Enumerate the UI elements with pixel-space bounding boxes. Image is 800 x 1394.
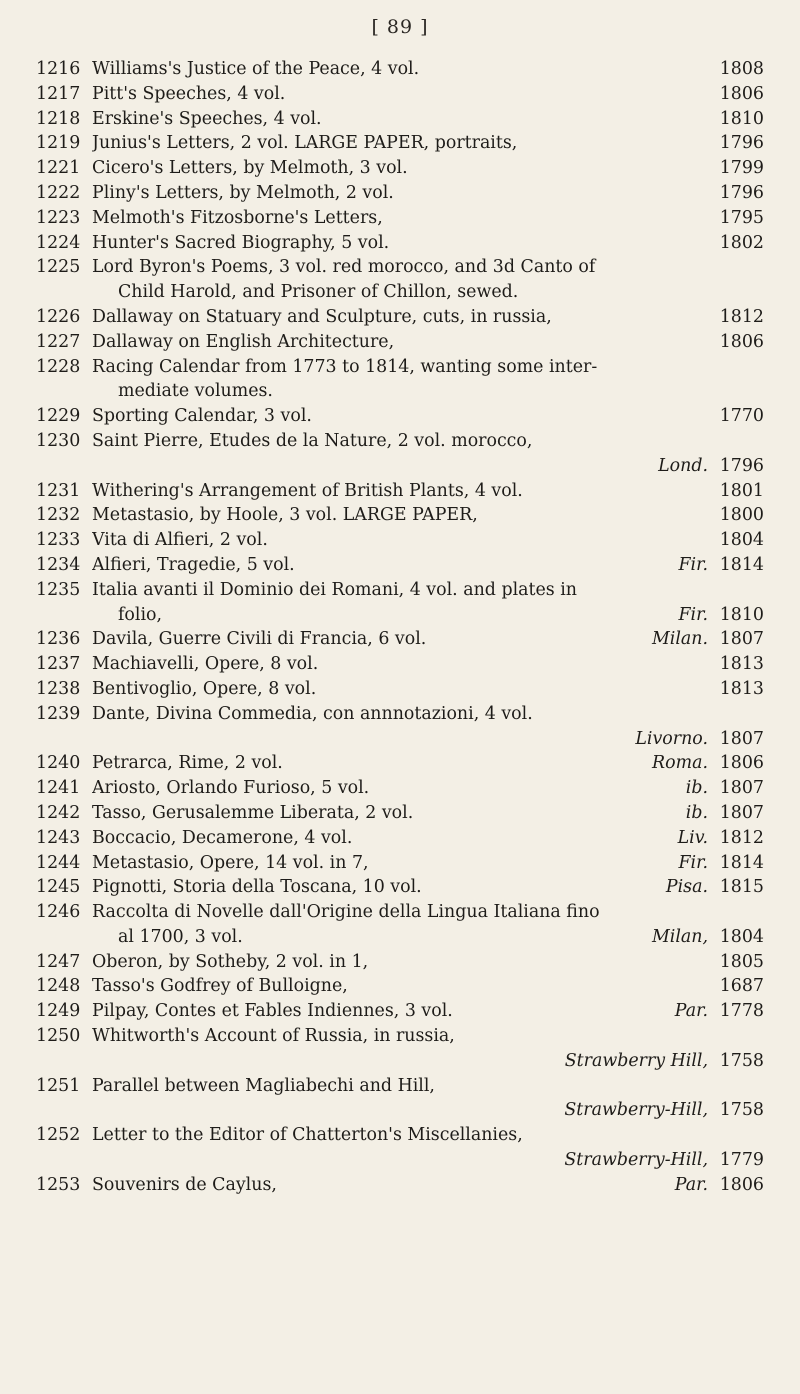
lot-year: 1758 bbox=[719, 1100, 764, 1121]
lot-title: Junius's Letters, 2 vol. LARGE PAPER, portraits, bbox=[92, 133, 518, 154]
lot-title: Hunter's Sacred Biography, 5 vol. bbox=[92, 232, 390, 253]
lot-year: 1805 bbox=[719, 951, 764, 972]
lot-year: 1806 bbox=[719, 753, 764, 774]
lot-place: Fir. bbox=[678, 554, 708, 575]
lot-number: 1232 bbox=[36, 505, 81, 526]
lot-number: 1249 bbox=[36, 1001, 81, 1022]
catalog-entry bbox=[0, 231, 800, 256]
lot-title: Boccacio, Decamerone, 4 vol. bbox=[92, 827, 353, 848]
lot-title: Pilpay, Contes et Fables Indiennes, 3 vol. bbox=[92, 1001, 453, 1022]
lot-year: 1807 bbox=[719, 802, 764, 823]
catalog-entry bbox=[0, 1123, 800, 1148]
lot-place: Milan. bbox=[651, 629, 708, 650]
lot-year: 1804 bbox=[719, 926, 764, 947]
lot-title: mediate volumes. bbox=[118, 381, 273, 402]
lot-number: 1244 bbox=[36, 852, 81, 873]
lot-year: 1813 bbox=[719, 654, 764, 675]
lot-title: Machiavelli, Opere, 8 vol. bbox=[92, 654, 319, 675]
catalog-entry bbox=[0, 280, 800, 305]
lot-number: 1224 bbox=[36, 232, 81, 253]
lot-title: Tasso, Gerusalemme Liberata, 2 vol. bbox=[92, 802, 414, 823]
lot-title: Dallaway on English Architecture, bbox=[92, 331, 395, 352]
catalog-list bbox=[0, 57, 800, 1198]
lot-number: 1237 bbox=[36, 654, 81, 675]
catalog-entry bbox=[0, 826, 800, 851]
catalog-entry bbox=[0, 1049, 800, 1074]
catalog-entry bbox=[0, 727, 800, 752]
lot-year: 1810 bbox=[719, 604, 764, 625]
catalog-entry bbox=[0, 181, 800, 206]
lot-number: 1248 bbox=[36, 976, 81, 997]
lot-place: Liv. bbox=[677, 827, 708, 848]
lot-title: Racing Calendar from 1773 to 1814, wanting some inter- bbox=[92, 356, 598, 377]
lot-number: 1227 bbox=[36, 331, 81, 352]
lot-year: 1808 bbox=[719, 59, 764, 79]
lot-title: Tasso's Godfrey of Bulloigne, bbox=[92, 976, 348, 997]
catalog-entry bbox=[0, 379, 800, 404]
lot-year: 1807 bbox=[719, 629, 764, 650]
lot-title: Letter to the Editor of Chatterton's Miscellanies, bbox=[92, 1125, 523, 1146]
lot-place: ib. bbox=[685, 802, 708, 823]
lot-year: 1812 bbox=[719, 827, 764, 848]
lot-place: Livorno. bbox=[635, 728, 708, 749]
lot-number: 1221 bbox=[36, 158, 81, 179]
lot-year: 1778 bbox=[719, 1001, 764, 1022]
lot-number: 1223 bbox=[36, 207, 81, 228]
lot-place: Pisa. bbox=[665, 877, 708, 898]
catalog-entry bbox=[0, 627, 800, 652]
lot-number: 1236 bbox=[36, 629, 81, 650]
catalog-entry bbox=[0, 503, 800, 528]
lot-title: Raccolta di Novelle dall'Origine della Lingua Italiana fino bbox=[92, 902, 600, 923]
lot-year: 1796 bbox=[719, 182, 764, 203]
catalog-entry bbox=[0, 528, 800, 553]
lot-place: Fir. bbox=[678, 604, 708, 625]
lot-year: 1806 bbox=[719, 1174, 764, 1195]
lot-year: 1815 bbox=[719, 877, 764, 898]
lot-number: 1240 bbox=[36, 753, 81, 774]
lot-year: 1795 bbox=[719, 207, 764, 228]
catalog-entry bbox=[0, 1173, 800, 1198]
catalog-entry bbox=[0, 131, 800, 156]
lot-year: 1796 bbox=[719, 455, 764, 476]
lot-number: 1252 bbox=[36, 1125, 81, 1146]
lot-number: 1242 bbox=[36, 802, 81, 823]
lot-year: 1687 bbox=[719, 976, 764, 997]
lot-number: 1235 bbox=[36, 579, 81, 600]
lot-title: Whitworth's Account of Russia, in russia, bbox=[92, 1026, 455, 1047]
catalog-entry bbox=[0, 429, 800, 454]
lot-year: 1779 bbox=[719, 1150, 764, 1171]
lot-title: Ariosto, Orlando Furioso, 5 vol. bbox=[92, 778, 370, 799]
lot-place: Par. bbox=[674, 1174, 708, 1195]
lot-place: ib. bbox=[685, 778, 708, 799]
catalog-entry bbox=[0, 950, 800, 975]
lot-title: Davila, Guerre Civili di Francia, 6 vol. bbox=[92, 629, 427, 650]
lot-title: Vita di Alfieri, 2 vol. bbox=[92, 530, 268, 551]
lot-number: 1243 bbox=[36, 827, 81, 848]
catalog-entry bbox=[0, 1098, 800, 1123]
lot-title: al 1700, 3 vol. bbox=[118, 926, 243, 947]
lot-place: Strawberry-Hill, bbox=[564, 1150, 708, 1171]
lot-number: 1251 bbox=[36, 1075, 81, 1096]
lot-number: 1238 bbox=[36, 678, 81, 699]
catalog-entry bbox=[0, 82, 800, 107]
lot-year: 1807 bbox=[719, 778, 764, 799]
catalog-entry bbox=[0, 974, 800, 999]
lot-number: 1250 bbox=[36, 1026, 81, 1047]
lot-title: Williams's Justice of the Peace, 4 vol. bbox=[92, 59, 420, 79]
lot-title: Parallel between Magliabechi and Hill, bbox=[92, 1075, 435, 1096]
lot-place: Milan, bbox=[651, 926, 708, 947]
catalog-entry bbox=[0, 330, 800, 355]
lot-year: 1802 bbox=[719, 232, 764, 253]
lot-number: 1230 bbox=[36, 430, 81, 451]
catalog-entry bbox=[0, 1024, 800, 1049]
lot-year: 1806 bbox=[719, 331, 764, 352]
lot-title: Sporting Calendar, 3 vol. bbox=[92, 406, 312, 427]
lot-year: 1758 bbox=[719, 1050, 764, 1071]
catalog-entry bbox=[0, 677, 800, 702]
lot-year: 1813 bbox=[719, 678, 764, 699]
catalog-entry bbox=[0, 107, 800, 132]
lot-title: Dante, Divina Commedia, con annnotazioni, 4 vol. bbox=[92, 703, 533, 724]
catalog-entry bbox=[0, 578, 800, 603]
lot-title: Italia avanti il Dominio dei Romani, 4 vol. and plates in bbox=[92, 579, 578, 600]
catalog-entry bbox=[0, 751, 800, 776]
lot-title: Metastasio, by Hoole, 3 vol. LARGE PAPER, bbox=[92, 505, 478, 526]
lot-place: Strawberry Hill, bbox=[564, 1050, 708, 1071]
catalog-entry bbox=[0, 875, 800, 900]
catalog-entry bbox=[0, 925, 800, 950]
lot-place: Roma. bbox=[652, 753, 708, 774]
lot-title: Souvenirs de Caylus, bbox=[92, 1174, 277, 1195]
lot-number: 1229 bbox=[36, 406, 81, 427]
lot-place: Strawberry-Hill, bbox=[564, 1100, 708, 1121]
lot-title: Oberon, by Sotheby, 2 vol. in 1, bbox=[92, 951, 369, 972]
lot-number: 1234 bbox=[36, 554, 81, 575]
catalog-entry bbox=[0, 603, 800, 628]
lot-number: 1216 bbox=[36, 59, 81, 79]
page-number: [ 89 ] bbox=[371, 16, 429, 38]
catalog-entry bbox=[0, 479, 800, 504]
lot-title: Withering's Arrangement of British Plants, 4 vol. bbox=[92, 480, 523, 501]
lot-title: folio, bbox=[118, 604, 163, 625]
lot-number: 1225 bbox=[36, 257, 81, 278]
lot-title: Cicero's Letters, by Melmoth, 3 vol. bbox=[92, 158, 408, 179]
lot-number: 1253 bbox=[36, 1174, 81, 1195]
lot-title: Lord Byron's Poems, 3 vol. red morocco, and 3d Canto of bbox=[92, 257, 596, 278]
lot-title: Child Harold, and Prisoner of Chillon, sewed. bbox=[118, 282, 519, 303]
lot-year: 1806 bbox=[719, 83, 764, 104]
lot-title: Melmoth's Fitzosborne's Letters, bbox=[92, 207, 383, 228]
lot-year: 1810 bbox=[719, 108, 764, 129]
catalog-entry bbox=[0, 156, 800, 181]
lot-number: 1233 bbox=[36, 530, 81, 551]
lot-year: 1804 bbox=[719, 530, 764, 551]
lot-title: Pitt's Speeches, 4 vol. bbox=[92, 83, 286, 104]
catalog-entry bbox=[0, 355, 800, 380]
lot-title: Pignotti, Storia della Toscana, 10 vol. bbox=[92, 877, 422, 898]
lot-title: Erskine's Speeches, 4 vol. bbox=[92, 108, 322, 129]
catalog-entry bbox=[0, 454, 800, 479]
lot-year: 1800 bbox=[719, 505, 764, 526]
lot-title: Dallaway on Statuary and Sculpture, cuts, in russia, bbox=[92, 306, 552, 327]
catalog-entry bbox=[0, 801, 800, 826]
catalog-entry bbox=[0, 1074, 800, 1099]
lot-title: Pliny's Letters, by Melmoth, 2 vol. bbox=[92, 182, 394, 203]
lot-number: 1231 bbox=[36, 480, 81, 501]
lot-place: Par. bbox=[674, 1001, 708, 1022]
lot-year: 1799 bbox=[719, 158, 764, 179]
lot-year: 1796 bbox=[719, 133, 764, 154]
catalog-entry bbox=[0, 652, 800, 677]
catalog-entry bbox=[0, 206, 800, 231]
catalog-entry bbox=[0, 305, 800, 330]
lot-place: Lond. bbox=[658, 455, 708, 476]
lot-year: 1812 bbox=[719, 306, 764, 327]
lot-number: 1226 bbox=[36, 306, 81, 327]
lot-title: Saint Pierre, Etudes de la Nature, 2 vol. morocco, bbox=[92, 430, 533, 451]
catalog-entry bbox=[0, 900, 800, 925]
lot-number: 1241 bbox=[36, 778, 81, 799]
catalog-entry bbox=[0, 553, 800, 578]
lot-place: Fir. bbox=[678, 852, 708, 873]
lot-number: 1219 bbox=[36, 133, 81, 154]
lot-number: 1228 bbox=[36, 356, 81, 377]
catalog-entry bbox=[0, 999, 800, 1024]
lot-number: 1222 bbox=[36, 182, 81, 203]
lot-year: 1807 bbox=[719, 728, 764, 749]
catalog-entry bbox=[0, 57, 800, 82]
lot-title: Petrarca, Rime, 2 vol. bbox=[92, 753, 283, 774]
lot-title: Bentivoglio, Opere, 8 vol. bbox=[92, 678, 317, 699]
catalog-entry bbox=[0, 776, 800, 801]
lot-number: 1245 bbox=[36, 877, 81, 898]
catalog-entry bbox=[0, 404, 800, 429]
lot-number: 1217 bbox=[36, 83, 81, 104]
lot-year: 1770 bbox=[719, 406, 764, 427]
lot-number: 1246 bbox=[36, 902, 81, 923]
lot-year: 1814 bbox=[719, 852, 764, 873]
lot-number: 1239 bbox=[36, 703, 81, 724]
catalog-entry bbox=[0, 702, 800, 727]
lot-number: 1218 bbox=[36, 108, 81, 129]
lot-number: 1247 bbox=[36, 951, 81, 972]
catalog-entry bbox=[0, 1148, 800, 1173]
catalog-entry bbox=[0, 851, 800, 876]
lot-year: 1814 bbox=[719, 554, 764, 575]
lot-title: Alfieri, Tragedie, 5 vol. bbox=[92, 554, 295, 575]
lot-year: 1801 bbox=[719, 480, 764, 501]
lot-title: Metastasio, Opere, 14 vol. in 7, bbox=[92, 852, 369, 873]
catalog-entry bbox=[0, 255, 800, 280]
